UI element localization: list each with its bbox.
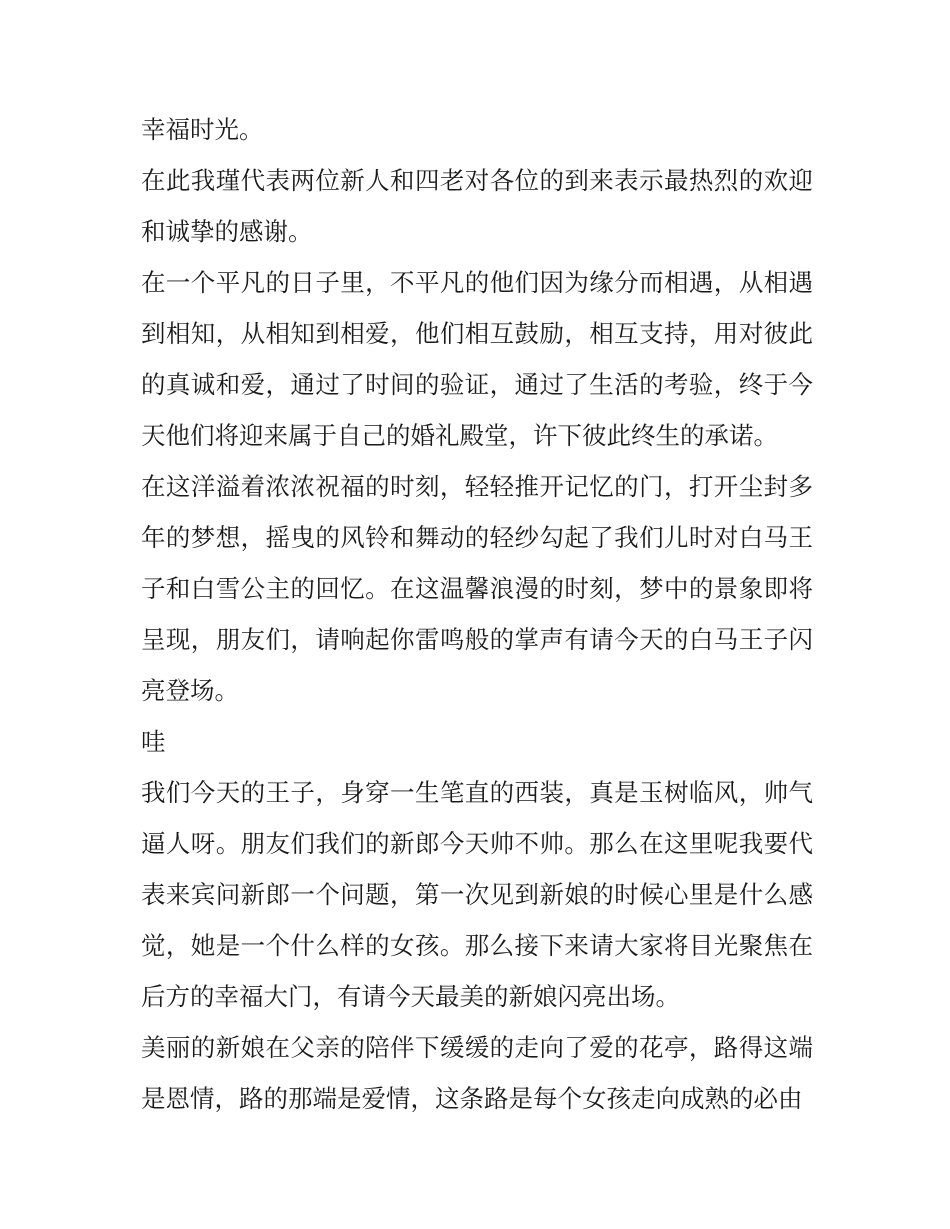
paragraph-5: 哇 (141, 727, 166, 756)
paragraph-1: 幸福时光。 (141, 115, 264, 144)
document-body (141, 104, 813, 1124)
paragraph-2: 在此我瑾代表两位新人和四老对各位的到来表示最热烈的欢迎和诚挚的感谢。 (141, 166, 813, 246)
paragraph-7: 美丽的新娘在父亲的陪伴下缓缓的走向了爱的花亭，路得这端是恩情，路的那端是爱情，这条路是每个女孩走向成熟的必由 (141, 1033, 813, 1113)
paragraph-4: 在这洋溢着浓浓祝福的时刻，轻轻推开记忆的门，打开尘封多年的梦想，摇曳的风铃和舞动的轻纱勾起了我们儿时对白马王子和白雪公主的回忆。在这温馨浪漫的时刻，梦中的景象即将呈现，朋友们，请响起你雷鸣般的掌声有请今天的白马王子闪亮登场。 (141, 472, 813, 705)
paragraph-3: 在一个平凡的日子里，不平凡的他们因为缘分而相遇，从相遇到相知，从相知到相爱，他们相互鼓励，相互支持，用对彼此的真诚和爱，通过了时间的验证，通过了生活的考验，终于今天他们将迎来属于自己的婚礼殿堂，许下彼此终生的承诺。 (141, 268, 813, 450)
paragraph-6: 我们今天的王子，身穿一生笔直的西装，真是玉树临风，帅气逼人呀。朋友们我们的新郎今天帅不帅。那么在这里呢我要代表来宾问新郎一个问题，第一次见到新娘的时候心里是什么感觉，她是一个什么样的女孩。那么接下来请大家将目光聚焦在后方的幸福大门，有请今天最美的新娘闪亮出场。 (141, 778, 813, 1011)
